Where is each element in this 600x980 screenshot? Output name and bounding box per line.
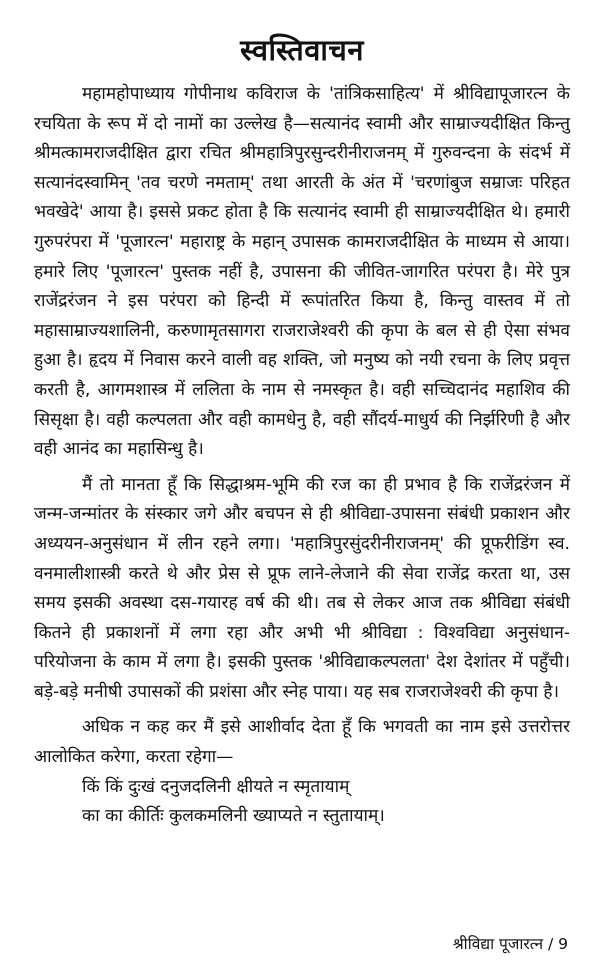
verse-line: का का कीर्तिः कुलकमलिनी ख्याप्यते न स्तुतायाम्। <box>82 806 385 827</box>
verse-block <box>34 773 570 832</box>
page-footer: श्रीविद्या पूजारत्न / 9 <box>452 935 568 953</box>
paragraph: महामहोपाध्याय गोपीनाथ कविराज के 'तांत्रिकसाहित्य' में श्रीविद्यापूजारत्न के रचयिता के रूप में दो नामों का उल्लेख है—सत्यानंद स्वामी और साम्राज्यदीक्षित किन्तु श्रीमत्कामराजदीक्षित द्वारा रचित श्रीमहात्रिपुरसुन्दरीनीराजनम् में गुरुवन्दना के संदर्भ में सत्यानंदस्वामिन् 'तव चरणे नमताम्' तथा आरती के अंत में 'चरणांबुज सम्राजः परिहत भवखेदे' आया है। इससे प्रकट होता है कि सत्यानंद स्वामी ही साम्राज्यदीक्षित थे। हमारी गुरुपरंपरा में 'पूजारत्न' महाराष्ट्र के महान् उपासक कामराजदीक्षित के माध्यम से आया। हमारे लिए 'पूजारत्न' पुस्तक नहीं है, उपासना की जीवित-जागरित परंपरा है। मेरे पुत्र राजेंद्ररंजन ने इस परंपरा को हिन्दी में रूपांतरित किया है, किन्तु वास्तव में तो महासाम्राज्यशालिनी, करुणामृतसागरा राजराजेश्वरी की कृपा के बल से ही ऐसा संभव हुआ है। हृदय में निवास करने वाली वह शक्ति, जो मनुष्य को नयी रचना के लिए प्रवृत्त करती है, आगमशास्त्र में ललिता के नाम से नमस्कृत है। वही सच्चिदानंद महाशिव की सिसृक्षा है। वही कल्पलता और वही कामधेनु है, वही सौंदर्य-माधुर्य की निर्झरिणी है और वही आनंद का महासिन्धु है। <box>34 84 570 460</box>
paragraph: अधिक न कह कर मैं इसे आशीर्वाद देता हूँ कि भगवती का नाम इसे उत्तरोत्तर आलोकित करेगा, करता रहेगा— <box>34 717 570 768</box>
verse-line: किं किं दुःखं दनुजदलिनी क्षीयते न स्मृतायाम् <box>82 776 350 797</box>
page-title: स्वस्तिवाचन <box>240 33 364 67</box>
body-text <box>34 80 570 773</box>
paragraph: मैं तो मानता हूँ कि सिद्धाश्रम-भूमि की रज का ही प्रभाव है कि राजेंद्ररंजन में जन्म-जन्मांतर के संस्कार जगे और बचपन से ही श्रीविद्या-उपासना संबंधी प्रकाशन और अध्ययन-अनुसंधान में लीन रहने लगा। 'महात्रिपुरसुंदरीनीराजनम्' की प्रूफरीडिंग स्व. वनमालीशास्त्री करते थे और प्रेस से प्रूफ लाने-लेजाने की सेवा राजेंद्र करता था, उस समय इसकी अवस्था दस-गयारह वर्ष की थी। तब से लेकर आज तक श्रीविद्या संबंधी कितने ही प्रकाशनों में लगा रहा और अभी भी श्रीविद्या : विश्वविद्या अनुसंधान-परियोजना के काम में लगा है। इसकी पुस्तक 'श्रीविद्याकल्पलता' देश देशांतर में पहुँची। बड़े-बड़े मनीषी उपासकों की प्रशंसा और स्नेह पाया। यह सब राजराजेश्वरी की कृपा है। <box>34 474 570 702</box>
